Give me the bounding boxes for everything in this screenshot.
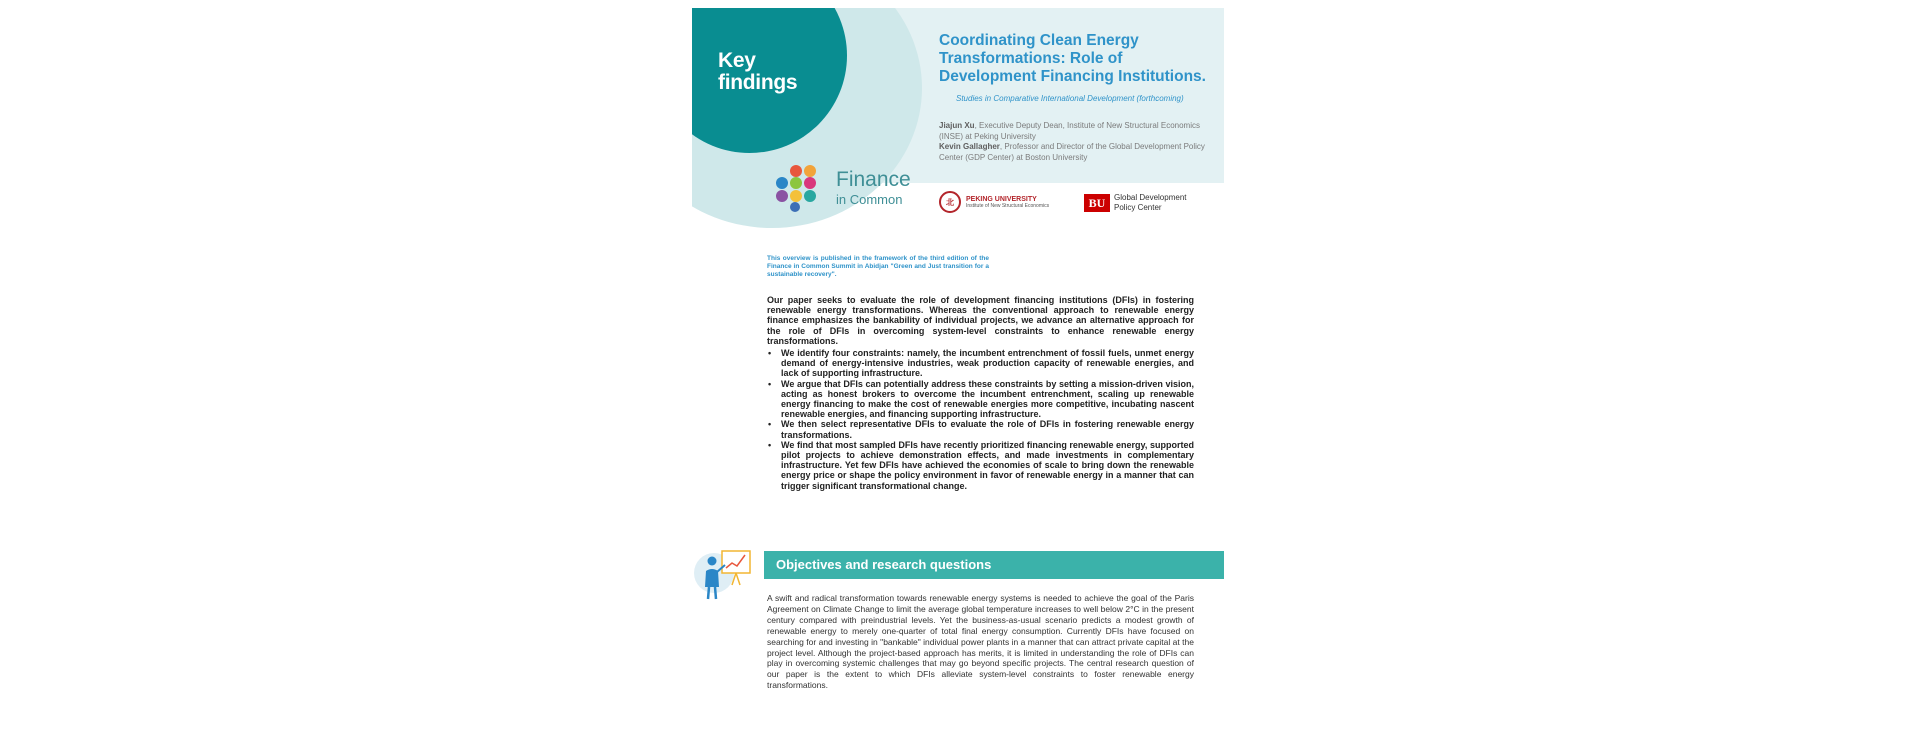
logo-tagline: in Common xyxy=(836,192,903,207)
finding-item: • We then select representative DFIs to evaluate the role of DFIs in fostering renewable energy transformations. xyxy=(767,419,1194,439)
section-heading: Objectives and research questions xyxy=(764,551,1224,579)
gdp-center-logo xyxy=(1084,193,1194,213)
presenter-icon xyxy=(692,541,764,601)
author-entry: Jiajun Xu, Executive Deputy Dean, Institute of New Structural Economics (INSE) at Peking University xyxy=(939,121,1200,141)
author-entry: Kevin Gallagher, Professor and Director of the Global Development Policy Center (GDP Center) at Boston University xyxy=(939,142,1205,162)
pku-name: PEKING UNIVERSITY xyxy=(966,195,1037,203)
summary-intro: Our paper seeks to evaluate the role of development financing institutions (DFIs) in fostering renewable energy transformations. Whereas the conventional approach to renewable energy finance emphasizes the bankability of individual projects, we advance an alternative approach for the role of DFIs in overcoming system-level constraints to enhance renewable energy transformations. xyxy=(767,295,1194,346)
author-list xyxy=(939,121,1219,163)
findings-list xyxy=(767,348,1194,491)
finance-in-common-logo-icon xyxy=(776,165,824,213)
key-findings-summary xyxy=(767,295,1194,491)
peking-university-logo xyxy=(939,191,1049,213)
section-body: A swift and radical transformation towards renewable energy systems is needed to achieve the goal of the Paris Agreement on Climate Change to limit the average global temperature increases to well below 2°C in the present century compared with preindustrial levels. Yet the business-as-usual scenario predicts a modest growth of renewable energy to merely one-quarter of total final energy consumption. Currently DFIs have focused on searching for and investing in "bankable" individual power plants in a manner that can attract private capital at the project level. Although the project-based approach has merits, it is limited in understanding the role of DFIs can play in overcoming systemic challenges that may go beyond specific projects. The central research question of our paper is the extent to which DFIs alleviate system-level constraints to foster renewable energy transformations. xyxy=(767,593,1194,691)
pku-seal-icon: 北 xyxy=(939,191,961,213)
document-title: Coordinating Clean Energy Transformations: Role of Development Financing Institutions. xyxy=(939,32,1206,85)
gdp-center-name: Global Development Policy Center xyxy=(1114,193,1187,212)
pku-institute: Institute of New Structural Economics xyxy=(966,202,1050,209)
finding-item: • We find that most sampled DFIs have recently prioritized financing renewable energy, supported pilot projects to achieve demonstration effects, and made investments in complementary infrastructure. Yet few DFIs have achieved the economies of scale to bring down the renewable energy price or shape the policy environment in favor of renewable energy in a manner that can trigger significant transformational change. xyxy=(767,440,1194,491)
finding-item: • We argue that DFIs can potentially address these constraints by setting a mission-driven vision, acting as honest brokers to overcome the incumbent entrenchment, scaling up renewable energy financing to make the cost of renewable energies more competitive, incubating nascent renewable energies, and financing supporting infrastructure. xyxy=(767,379,1194,420)
bu-mark: BU xyxy=(1084,194,1110,212)
logo-name: Finance xyxy=(836,168,911,191)
key-findings-label: Key findings xyxy=(718,49,798,94)
framework-note: This overview is published in the framework of the third edition of the Finance in Common Summit in Abidjan "Green and Just transition for a sustainable recovery". xyxy=(767,255,989,278)
document-subtitle: Studies in Comparative International Development (forthcoming) xyxy=(956,94,1184,103)
finding-item: • We identify four constraints: namely, the incumbent entrenchment of fossil fuels, unmet energy demand of energy-intensive industries, weak production capacity of renewable energies, and lack of supporting infrastructure. xyxy=(767,348,1194,379)
document-page xyxy=(692,8,1224,740)
